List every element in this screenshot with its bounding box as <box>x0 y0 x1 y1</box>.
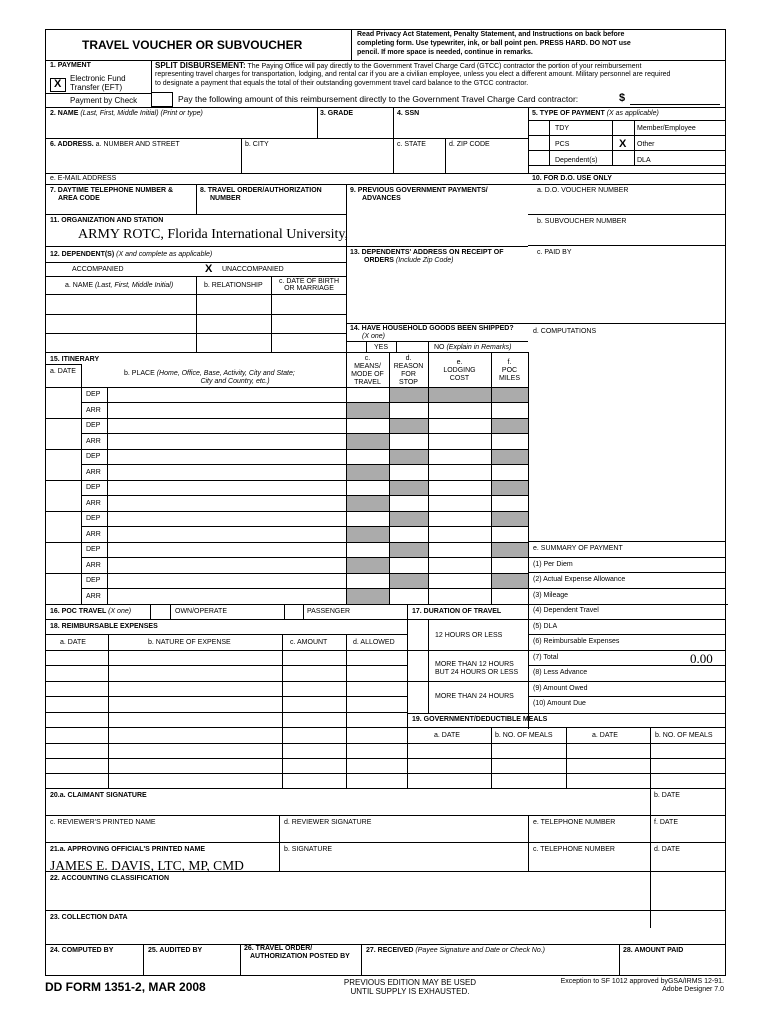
miles-h2: MILES <box>498 375 520 382</box>
summary-item-6: (6) Reimbursable Expenses <box>533 638 620 645</box>
reviewer-name-label: c. REVIEWER'S PRINTED NAME <box>50 819 156 826</box>
itin-place-header <box>124 370 295 378</box>
collection-label: 23. COLLECTION DATA <box>50 914 128 921</box>
yes-label: YES <box>374 344 389 351</box>
means-h0: c. <box>364 355 371 362</box>
other-check-mark: X <box>619 138 627 150</box>
accounting-label: 22. ACCOUNTING CLASSIFICATION <box>50 875 170 882</box>
itin-row-5: ARR <box>86 469 101 476</box>
eft-label-2: Transfer (EFT) <box>70 83 123 92</box>
reimb-amount-header: c. AMOUNT <box>290 639 328 646</box>
computed-by-label: 24. COMPUTED BY <box>50 947 114 954</box>
reason-h3: STOP <box>399 379 418 386</box>
itin-row-13: ARR <box>86 593 101 600</box>
summary-item-10: (10) Amount Due <box>533 700 586 707</box>
total-value[interactable]: 0.00 <box>690 651 713 666</box>
organization-label: 11. ORGANIZATION AND STATION <box>50 217 164 224</box>
meals-date-header-2: a. DATE <box>592 732 618 739</box>
grade-label: 3. GRADE <box>320 110 354 117</box>
unaccompanied-label: UNACCOMPANIED <box>222 266 284 273</box>
own-operate-label: OWN/OPERATE <box>175 608 227 615</box>
claimant-signature-label: 20.a. CLAIMANT SIGNATURE <box>50 792 147 799</box>
itin-row-9: ARR <box>86 531 101 538</box>
exception-note: Exception to SF 1012 approved byGSA/IRMS 12-91. <box>560 978 724 985</box>
order-posted-label-2: AUTHORIZATION POSTED BY <box>250 953 350 960</box>
poc-travel-label <box>50 608 131 616</box>
means-header <box>346 355 389 387</box>
duration-12-24h: MORE THAN 12 HOURS <box>435 661 514 668</box>
itin-place-hint-2: City and Country, etc.) <box>200 378 270 385</box>
dep-name-label <box>65 282 173 290</box>
split-disbursement-text <box>155 62 641 71</box>
miles-h1: POC <box>501 367 518 374</box>
payment-label: 1. PAYMENT <box>50 62 91 69</box>
dep-name-text: a. NAME <box>65 282 94 289</box>
tdy-checkbox[interactable] <box>528 120 549 135</box>
summary-label: e. SUMMARY OF PAYMENT <box>533 545 623 552</box>
received-label-text: 27. RECEIVED <box>366 947 414 954</box>
meals-count-header-2: b. NO. OF MEALS <box>655 732 713 739</box>
payment-type-label-text: 5. TYPE OF PAYMENT <box>532 110 605 117</box>
summary-item-8: (8) Less Advance <box>533 669 588 676</box>
do-use-only-label: 10. FOR D.O. USE ONLY <box>532 175 612 182</box>
zip-label: d. ZIP CODE <box>449 141 490 148</box>
gtcc-pay-text: Pay the following amount of this reimbursement directly to the Government Travel Charge Card contractor: <box>178 94 579 104</box>
previous-edition: PREVIOUS EDITION MAY BE USED <box>343 978 477 987</box>
prev-payments-label: 9. PREVIOUS GOVERNMENT PAYMENTS/ <box>350 187 488 194</box>
address-label-text: 6. ADDRESS. <box>50 141 94 148</box>
dep-name-hint: (Last, First, Middle Initial) <box>94 282 174 289</box>
received-hint: (Payee Signature and Date or Check No.) <box>415 947 545 954</box>
dla-label: DLA <box>637 157 651 164</box>
meals-date-header-1: a. DATE <box>434 732 460 739</box>
audited-by-label: 25. AUDITED BY <box>148 947 203 954</box>
duration-12h: 12 HOURS OR LESS <box>435 632 503 639</box>
summary-item-1: (1) Per Diem <box>533 561 573 568</box>
gov-meals-label: 19. GOVERNMENT/DEDUCTIBLE MEALS <box>412 716 548 723</box>
computations-label: d. COMPUTATIONS <box>533 328 597 335</box>
order-number-label-2: NUMBER <box>210 195 241 202</box>
accompanied-label: ACCOMPANIED <box>72 266 124 273</box>
instructions-line-1: Read Privacy Act Statement, Penalty Statement, and Instructions on back before <box>357 31 625 38</box>
itin-row-6: DEP <box>86 484 101 491</box>
dep-address-label-2 <box>364 257 454 265</box>
street-label: a. NUMBER AND STREET <box>95 141 180 148</box>
birth-date-label: c. DATE OF BIRTH <box>278 278 340 285</box>
address-label <box>50 141 180 149</box>
dep-address-label: 13. DEPENDENTS' ADDRESS ON RECEIPT OF <box>350 249 504 256</box>
instructions-line-3: pencil. If more space is needed, continue in remarks. <box>357 49 533 56</box>
summary-item-2: (2) Actual Expense Allowance <box>533 576 626 583</box>
dependents-section-label <box>50 251 212 259</box>
split-line-1: The Paying Office will pay directly to the Government Travel Charge Card (GTCC) contractor the portion of your reimbursement <box>247 63 642 70</box>
duration-12-24h-2: BUT 24 HOURS OR LESS <box>435 669 519 676</box>
claimant-date-label: b. DATE <box>654 792 680 799</box>
no-hint: (Explain in Remarks) <box>446 344 512 351</box>
passenger-label: PASSENGER <box>307 608 351 615</box>
name-hint: (Last, First, Middle Initial) (Print or type) <box>80 110 203 117</box>
form-title: TRAVEL VOUCHER OR SUBVOUCHER <box>82 38 303 52</box>
poc-travel-label-text: 16. POC TRAVEL <box>50 608 107 615</box>
order-posted-label: 26. TRAVEL ORDER/ <box>244 945 313 952</box>
approving-official-value[interactable]: JAMES E. DAVIS, LTC, MP, CMD <box>50 858 244 873</box>
duration-label: 17. DURATION OF TRAVEL <box>412 608 502 615</box>
email-label: e. E-MAIL ADDRESS <box>50 175 117 182</box>
approving-phone-label: c. TELEPHONE NUMBER <box>533 846 615 853</box>
summary-item-9: (9) Amount Owed <box>533 685 588 692</box>
means-h1: MEANS/ <box>354 363 381 370</box>
household-goods-hint: (X one) <box>362 333 385 340</box>
reimbursable-label: 18. REIMBURSABLE EXPENSES <box>50 623 158 630</box>
poc-travel-hint: (X one) <box>108 608 132 615</box>
itin-row-7: ARR <box>86 500 101 507</box>
amount-paid-label: 28. AMOUNT PAID <box>623 947 684 954</box>
check-label: Payment by Check <box>70 96 138 105</box>
itin-row-8: DEP <box>86 515 101 522</box>
means-h2: MODE OF <box>351 371 384 378</box>
lodging-h2: COST <box>449 375 470 382</box>
payment-type-label <box>532 110 659 118</box>
instructions-line-2: completing form. Use typewriter, ink, or ball point pen. PRESS HARD. DO NOT use <box>357 40 631 47</box>
meals-count-header-1: b. NO. OF MEALS <box>495 732 553 739</box>
split-title: SPLIT DISBURSEMENT: <box>155 61 246 70</box>
reimb-nature-header: b. NATURE OF EXPENSE <box>148 639 231 646</box>
received-label <box>366 947 545 955</box>
designer-note: Adobe Designer 7.0 <box>662 986 724 993</box>
subvoucher-label: b. SUBVOUCHER NUMBER <box>537 218 627 225</box>
itin-row-1: ARR <box>86 407 101 414</box>
summary-item-7: (7) Total <box>533 654 559 661</box>
approving-official-label: 21.a. APPROVING OFFICIAL'S PRINTED NAME <box>50 846 206 853</box>
itinerary-label: 15. ITINERARY <box>50 356 100 363</box>
dependents-label: Dependent(s) <box>555 157 598 164</box>
pcs-label: PCS <box>555 141 570 148</box>
itin-date-header: a. DATE <box>50 368 76 375</box>
dep-address-orders: ORDERS <box>364 257 394 264</box>
eft-label: Electronic Fund <box>70 74 126 83</box>
dep-address-hint: (Include Zip Code) <box>395 257 454 264</box>
gtcc-amount-field[interactable] <box>630 104 720 105</box>
do-voucher-label: a. D.O. VOUCHER NUMBER <box>537 187 629 194</box>
itin-place-text: b. PLACE <box>124 370 155 377</box>
reason-h1: REASON <box>393 363 424 370</box>
summary-item-3: (3) Mileage <box>533 592 569 599</box>
city-label: b. CITY <box>245 141 269 148</box>
gtcc-checkbox[interactable] <box>151 92 173 107</box>
reimb-date-header: a. DATE <box>60 639 86 646</box>
birth-date-label-2: OR MARRIAGE <box>284 285 334 292</box>
member-label: Member/Employee <box>637 125 696 132</box>
eft-check-mark: X <box>54 78 62 90</box>
dollar-sign: $ <box>619 92 626 104</box>
order-number-label: 8. TRAVEL ORDER/AUTHORIZATION <box>200 187 322 194</box>
other-label: Other <box>637 141 655 148</box>
prev-payments-label-2: ADVANCES <box>362 195 401 202</box>
approving-date-label: d. DATE <box>654 846 680 853</box>
no-label <box>434 344 511 352</box>
itin-place-hint: (Home, Office, Base, Activity, City and State; <box>156 370 295 377</box>
lodging-h0: e. <box>456 359 463 366</box>
lodging-h1: LODGING <box>443 367 476 374</box>
itin-row-3: ARR <box>86 438 101 445</box>
split-line-2: representing travel charges for transportation, lodging, and rental car if you are a civilian employee, unless you elect a different amount. Military personnel are required <box>155 71 671 78</box>
reason-h2: FOR <box>401 371 416 378</box>
approving-signature-label: b. SIGNATURE <box>284 846 333 853</box>
summary-item-4: (4) Dependent Travel <box>533 607 599 614</box>
dependents-label-text: 12. DEPENDENT(S) <box>50 251 115 258</box>
itin-row-10: DEP <box>86 546 101 553</box>
organization-value[interactable]: ARMY ROTC, Florida International University, <box>78 227 348 242</box>
name-label-text: 2. NAME <box>50 110 79 117</box>
miles-h0: f. <box>507 359 512 366</box>
unaccompanied-check-mark: X <box>205 263 213 275</box>
reason-header <box>389 355 428 387</box>
state-label: c. STATE <box>397 141 426 148</box>
duration-24h: MORE THAN 24 HOURS <box>435 693 514 700</box>
lodging-header <box>428 359 491 383</box>
summary-item-5: (5) DLA <box>533 623 558 630</box>
no-text: NO <box>434 344 445 351</box>
poc-miles-header <box>491 359 528 383</box>
itin-row-2: DEP <box>86 422 101 429</box>
itin-row-4: DEP <box>86 453 101 460</box>
household-goods-label: 14. HAVE HOUSEHOLD GOODS BEEN SHIPPED? <box>350 325 514 332</box>
name-label <box>50 110 203 118</box>
phone-label-2: AREA CODE <box>58 195 100 202</box>
reason-h0: d. <box>405 355 412 362</box>
relationship-label: b. RELATIONSHIP <box>204 282 263 289</box>
split-line-3: to designate a payment that equals the total of their outstanding government travel card balance to the GTCC contractor. <box>155 80 529 87</box>
reviewer-phone-label: e. TELEPHONE NUMBER <box>533 819 616 826</box>
reviewer-date-label: f. DATE <box>654 819 678 826</box>
form-number: DD FORM 1351-2, MAR 2008 <box>45 980 206 994</box>
dependents-hint: (X and complete as applicable) <box>116 251 213 258</box>
paid-by-label: c. PAID BY <box>537 249 572 256</box>
tdy-label: TDY <box>555 125 569 132</box>
reviewer-signature-label: d. REVIEWER SIGNATURE <box>284 819 372 826</box>
itin-row-12: DEP <box>86 577 101 584</box>
itin-row-0: DEP <box>86 391 101 398</box>
itin-row-11: ARR <box>86 562 101 569</box>
phone-label: 7. DAYTIME TELEPHONE NUMBER & <box>50 187 174 194</box>
reimb-allowed-header: d. ALLOWED <box>353 639 395 646</box>
until-exhausted: UNTIL SUPPLY IS EXHAUSTED. <box>350 987 470 996</box>
payment-type-hint: (X as applicable) <box>606 110 659 117</box>
means-h3: TRAVEL <box>354 379 381 386</box>
ssn-label: 4. SSN <box>397 110 420 117</box>
